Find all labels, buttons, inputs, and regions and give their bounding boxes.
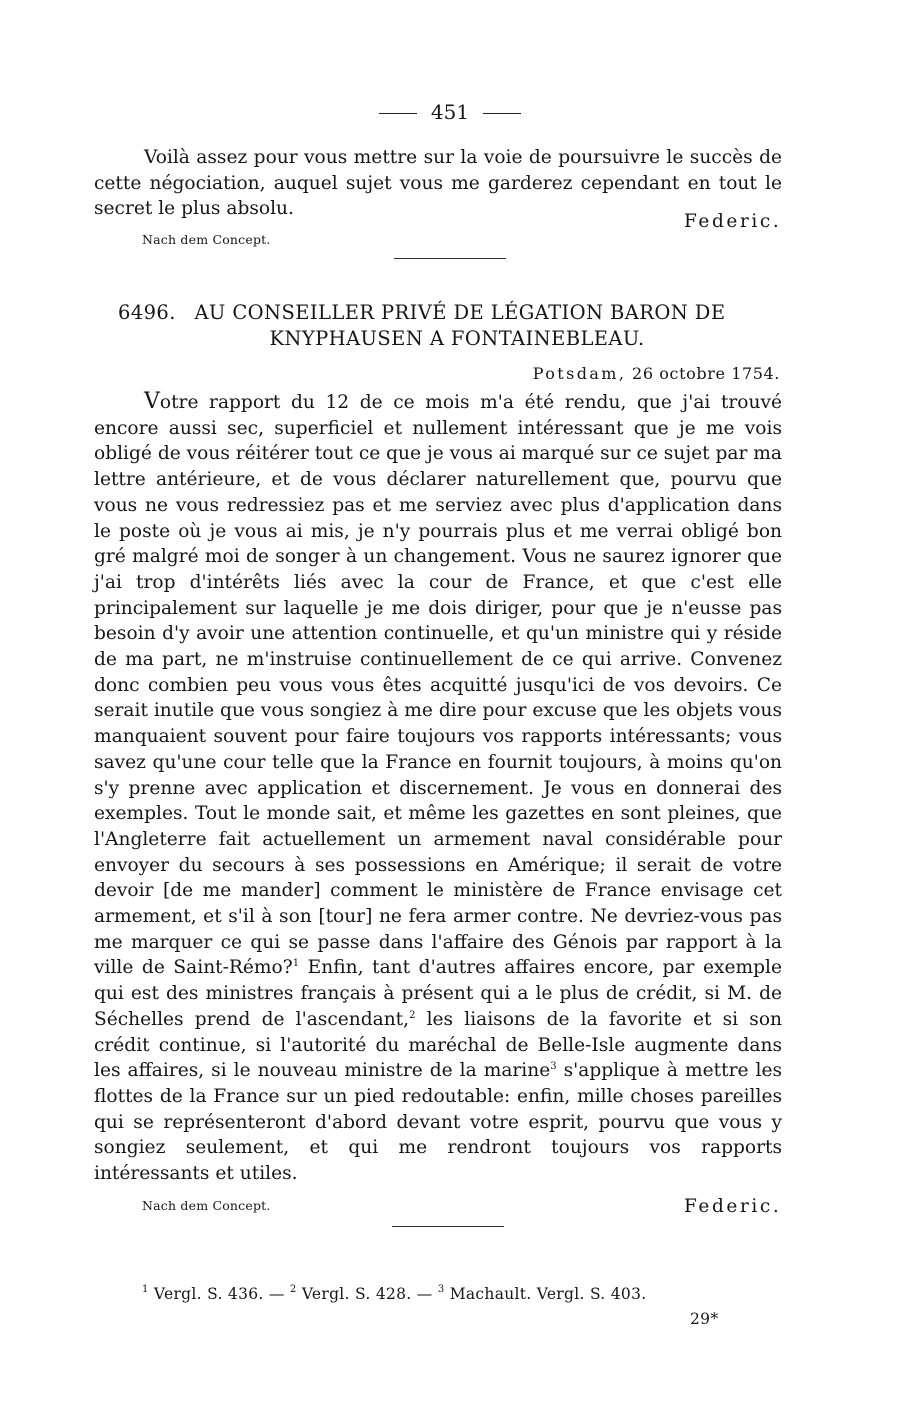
page-number-header bbox=[0, 100, 900, 124]
letter-number: 6496. bbox=[118, 301, 176, 324]
page-number: 451 bbox=[430, 100, 470, 124]
footnote-ref-2: 2 bbox=[409, 1009, 416, 1021]
footnote-ref-1: 1 bbox=[292, 958, 300, 970]
header-dash-right bbox=[483, 113, 521, 114]
letter-recipient-line-1: AU CONSEILLER PRIVÉ DE LÉGATION BARON DE bbox=[194, 301, 726, 324]
separator-rule-1 bbox=[394, 258, 506, 259]
footnote-2-text: Vergl. S. 428. bbox=[301, 1285, 412, 1303]
separator-rule-2 bbox=[392, 1226, 504, 1227]
previous-letter-source-note: Nach dem Concept. bbox=[142, 232, 271, 247]
sheet-signature-mark: 29* bbox=[690, 1310, 719, 1328]
footnote-3-text: Machault. Vergl. S. 403. bbox=[449, 1285, 647, 1303]
footnote-3-mark: 3 bbox=[437, 1284, 445, 1295]
footnote-2-mark: 2 bbox=[289, 1284, 297, 1295]
letter-body-part-1: otre rapport du 12 de ce mois m'a été rendu, que j'ai trouvé encore aussi sec, superficiel et nullement intéressant que je me vois obligé de vous réitérer tout ce que je vous ai marqué sur ce sujet par ma lettre antérieure, et de vous déclarer naturellement que, pourvu que vous ne vous redressiez pas et me serviez avec plus d'application dans le poste où je vous ai mis, je n'y pourrais plus et me verrai obligé bon gré malgré moi de songer à un changement. Vous ne saurez ignorer que j'ai trop d'intérêts liés avec la cour de France, et que c'est elle principalement sur laquelle je me dois diriger, pour que je n'eusse pas besoin d'y avoir une attention continuelle, et qu'un ministre qui y réside de ma part, ne m'instruise continuellement de ce qui arrive. Convenez donc combien peu vous vous êtes acquitté jusqu'ici de vos devoirs. Ce serait inutile que vous songiez à me dire pour excuse que les objets vous manquaient souvent pour faire toujours vos rapports intéressants; vous savez qu'une cour telle que la France en fournit toujours, à moins qu'on s'y prenne avec application et discernement. Je vous en donnerai des exemples. Tout le monde sait, et même les gazettes en sont pleines, que l'Angleterre fait actuellement un armement naval considérable pour envoyer du secours à ses possessions en Amérique; il serait de votre devoir [de me mander] comment le ministère de France envisage cet armement, et s'il à son [tour] ne fera armer contre. Ne devriez-vous pas me marquer ce qui se passe dans l'affaire des Génois par rapport à la ville de Saint-Rémo? bbox=[94, 392, 782, 979]
previous-letter-paragraph bbox=[94, 145, 782, 222]
letter-body bbox=[94, 389, 782, 1187]
footnote-1-text: Vergl. S. 436. bbox=[153, 1285, 264, 1303]
letter-signature: Federic. bbox=[684, 1196, 782, 1217]
footnotes bbox=[142, 1285, 646, 1303]
letter-place-date bbox=[533, 364, 780, 383]
letter-body-part-4: s'applique à mettre les flottes de la France sur un pied redoutable: enfin, mille choses pareilles qui se représenteront d'abord devant votre esprit, pourvu que vous y songiez seulement, et qui me rendront toujours vos rapports intéressants et utiles. bbox=[94, 1060, 782, 1185]
letter-recipient-line-2: KNYPHAUSEN A FONTAINEBLEAU. bbox=[269, 327, 645, 350]
letter-place: Potsdam, bbox=[532, 364, 627, 383]
previous-letter-text: Voilà assez pour vous mettre sur la voie de poursuivre le succès de cette négociation, auquel sujet vous me garderez cependant en tout le secret le plus absolu. bbox=[94, 147, 782, 220]
previous-letter-signature: Federic. bbox=[684, 211, 782, 232]
letter-body-part-3: les liaisons de la favorite et si son crédit continue, si l'autorité du maréchal de Belle-Isle augmente dans les affaires, si le nouveau ministre de la marine bbox=[94, 1008, 782, 1082]
letter-initial: V bbox=[144, 389, 160, 414]
letter-heading bbox=[118, 300, 725, 325]
letter-date: 26 octobre 1754. bbox=[632, 364, 780, 383]
footnote-separator-1: — bbox=[268, 1285, 285, 1303]
letter-body-part-2: Enfin, tant d'autres affaires encore, par exemple qui est des ministres français à présent qui a le plus de crédit, si M. de Séchelles prend de l'ascendant, bbox=[94, 957, 782, 1030]
header-dash-left bbox=[379, 113, 417, 114]
footnote-ref-3: 3 bbox=[550, 1061, 557, 1073]
letter-source-note: Nach dem Concept. bbox=[142, 1198, 271, 1213]
footnote-1-mark: 1 bbox=[142, 1284, 149, 1295]
footnote-separator-2: — bbox=[416, 1285, 433, 1303]
